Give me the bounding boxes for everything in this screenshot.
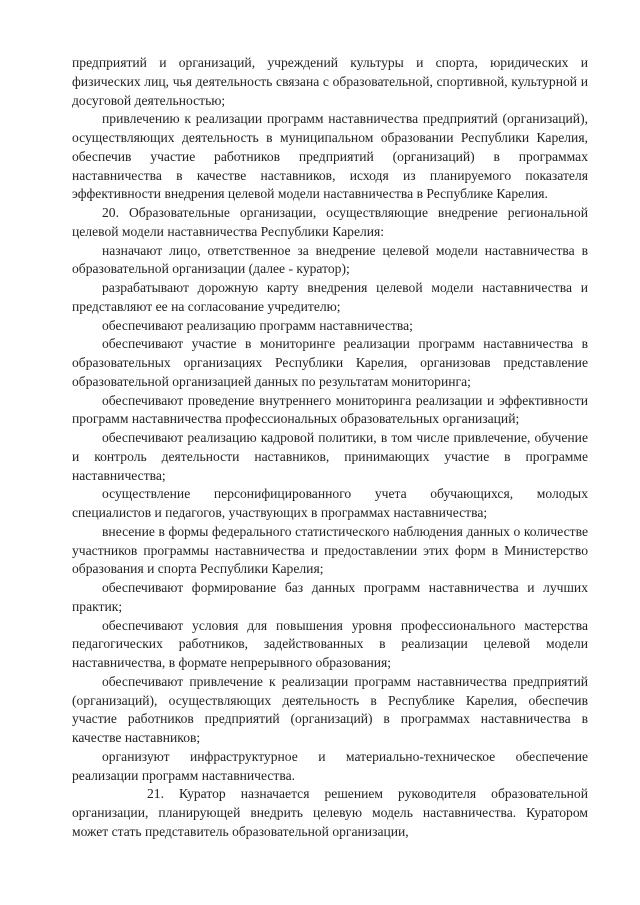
paragraph-6: обеспечивают реализацию программ наставничества;: [102, 317, 413, 333]
paragraph-16: 21. Куратор назначается решением руководителя образовательной организации, планирующей внедрить целевую модель наставничества. Куратором может стать представитель образовательной организации,: [72, 786, 588, 839]
paragraph-2: привлечению к реализации программ наставничества предприятий (организаций), осуществляющих деятельность в муниципальном образовании Республики Карелия, обеспечив участие работников предприятий (организаций) в программах наставничества в качестве наставников, исходя из планируемого показателя эффективности внедрения целевой модели наставничества в Республике Карелия.: [72, 111, 588, 202]
paragraph-9: обеспечивают реализацию кадровой политики, в том числе привлечение, обучение и контроль деятельности наставников, принимающих участие в программе наставничества;: [72, 430, 588, 483]
paragraph-3: 20. Образовательные организации, осуществляющие внедрение региональной целевой модели наставничества Республики Карелия:: [72, 205, 588, 239]
paragraph-7: обеспечивают участие в мониторинге реализации программ наставничества в образовательных организациях Республики Карелия, организовав представление образовательной организацией данных по результатам мониторинга;: [72, 336, 588, 389]
paragraph-1: предприятий и организаций, учреждений культуры и спорта, юридических и физических лиц, чья деятельность связана с образовательной, спортивной, культурной и досуговой деятельностью;: [72, 55, 588, 108]
paragraph-14: обеспечивают привлечение к реализации программ наставничества предприятий (организаций), осуществляющих деятельность в Республике Карелия, обеспечив участие работников предприятий (организаций) в программах наставничества в качестве наставников;: [72, 673, 588, 745]
paragraph-12: обеспечивают формирование баз данных программ наставничества и лучших практик;: [72, 580, 588, 614]
document-page: [72, 54, 588, 842]
paragraph-11: внесение в формы федерального статистического наблюдения данных о количестве участников программы наставничества и предоставлении этих форм в Министерство образования и спорта Республики Карелия;: [72, 523, 588, 577]
paragraph-13: обеспечивают условия для повышения уровня профессионального мастерства педагогических работников, задействованных в реализации целевой модели наставничества, в формате непрерывного образования;: [72, 617, 588, 670]
paragraph-10: осуществление персонифицированного учета обучающихся, молодых специалистов и педагогов, участвующих в программах наставничества;: [72, 486, 588, 520]
paragraph-8: обеспечивают проведение внутреннего мониторинга реализации и эффективности программ наставничества профессиональных образовательных организаций;: [72, 392, 588, 427]
paragraph-4: назначают лицо, ответственное за внедрение целевой модели наставничества в образовательной организации (далее - куратор);: [72, 242, 588, 277]
paragraph-5: разрабатывают дорожную карту внедрения целевой модели наставничества и представляют ее на согласование учредителю;: [72, 280, 588, 314]
paragraph-15: организуют инфраструктурное и материально-техническое обеспечение реализации программ наставничества.: [72, 748, 588, 783]
